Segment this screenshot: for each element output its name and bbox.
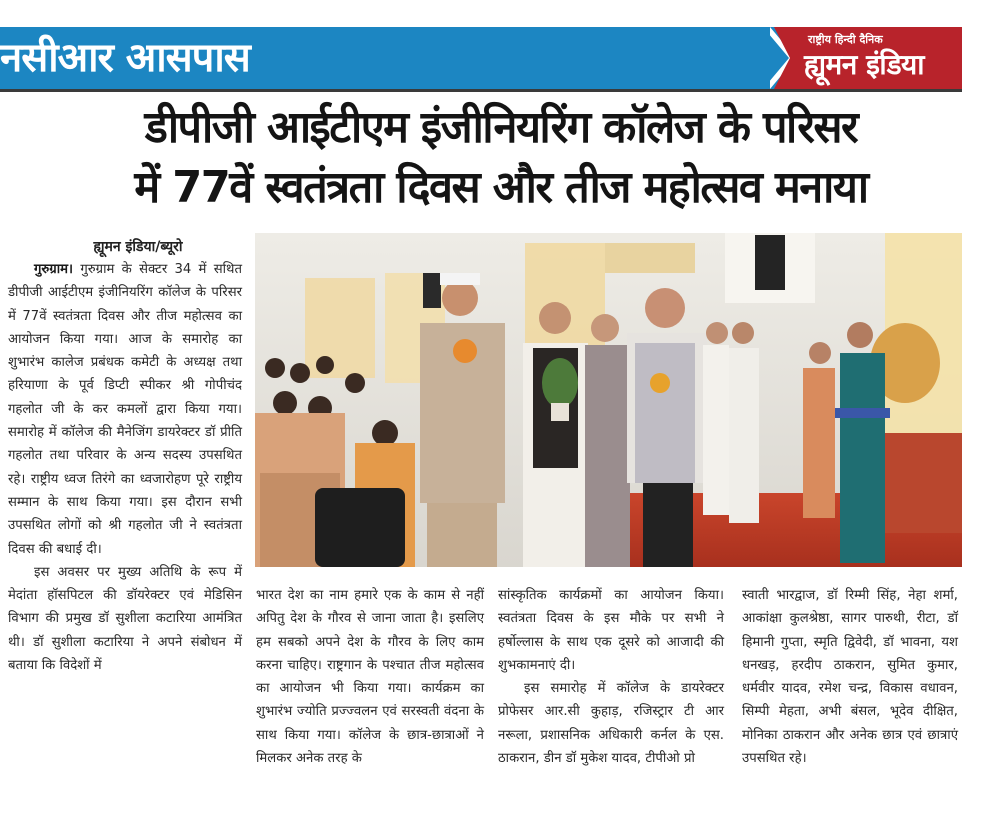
- logo-name: ह्यूमन इंडिया: [804, 48, 925, 81]
- dateline: गुरुग्राम।: [34, 262, 74, 277]
- paragraph-text: गुरुग्राम के सेक्टर 34 में सथित डीपीजी आईटीएम इंजीनियरिंग कॉलेज के परिसर में 77वें स्वतंत्रता दिवस और तीज महोत्सव का आयोजन किया गया। आज के समारोह का शुभारंभ कालेज प्रबंधक कमेटी के अध्यक्ष तथा हरियाणा के पूर्व डिप्टी स्पीकर श्री गोपीचंद गहलोत जी के कर कमलों द्वारा किया गया। समारोह में कॉलेज की मैनेजिंग डायरेक्टर डॉ प्रीति गहलोत तथा परिवार के अन्य सदस्य उपसथित रहे। राष्ट्रीय ध्वज तिरंगे का ध्वजारोहण पूरे राष्ट्रीय सम्मान के साथ किया गया। इस दौरान सभी उपसथित लोगों को श्री गहलोत जी ने स्वतंत्रता दिवस की बधाई दी।: [8, 262, 242, 557]
- byline: ह्यूमन इंडिया/ब्यूरो: [93, 239, 183, 255]
- headline-line-1: डीपीजी आईटीएम इंजीनियरिंग कॉलेज के परिसर: [144, 102, 858, 153]
- paragraph: सांस्कृतिक कार्यक्रमों का आयोजन किया। स्वतंत्रता दिवस के इस मौके पर सभी ने हर्षोल्लास के साथ एक दूसरे को आजादी की शुभकामनाएं दी।: [498, 588, 724, 673]
- paragraph: इस समारोह में कॉलेज के डायरेक्टर प्रोफेसर आर.सी कुहाड़, रजिस्ट्रार टी आर नरूला, प्रशासनिक अधिकारी कर्नल के एस. ठाकरान, डीन डॉ मुकेश यादव, टीपीओ प्रो: [498, 681, 724, 767]
- event-photo-illustration: [255, 233, 962, 567]
- paragraph: [8, 258, 242, 561]
- paragraph: स्वाती भारद्वाज, डॉ रिम्मी सिंह, नेहा शर्मा, आकांक्षा कुलश्रेष्ठा, सागर पारुथी, रीटा, डॉ हिमानी गुप्ता, स्मृति द्विवेदी, डॉ भावना, यश धनखड़, हरदीप ठाकरान, सुमित कुमार, धर्मवीर यादव, रमेश चन्द्र, विकास वधावन, सिम्पी मेहता, अभी बंसल, भूदेव दीक्षित, मोनिका ठाकरान और अनेक छात्र एवं छात्राएं उपसथित रहे।: [742, 588, 958, 767]
- paragraph: भारत देश का नाम हमारे एक के काम से नहीं अपितु देश के गौरव से जाना जाता है। इसलिए हम सबको अपने देश के गौरव के लिए काम करना चाहिए। राष्ट्रगान के पश्चात तीज महोत्सव का आयोजन भी किया गया। कार्यक्रम का शुभारंभ ज्योति प्रज्ज्वलन एवं सरस्वती वंदना के साथ किया गया। कॉलेज के छात्र-छात्राओं ने मिलकर अनेक तरह के: [256, 588, 484, 767]
- header-rule: [0, 89, 962, 92]
- article-column-4: [742, 584, 958, 770]
- headline-line-2: में 77वें स्वतंत्रता दिवस और तीज महोत्सव मनाया: [134, 162, 868, 213]
- article-column-1: [8, 258, 242, 677]
- article-column-3: [498, 584, 724, 770]
- logo-tagline: राष्ट्रीय हिन्दी दैनिक: [808, 33, 883, 46]
- section-title: नसीआर आसपास: [0, 35, 250, 81]
- event-photo: [255, 233, 962, 567]
- newspaper-logo: [790, 27, 962, 89]
- paragraph: इस अवसर पर मुख्य अतिथि के रूप में मेदांता हॉसपिटल की डॉयरेक्टर एवं मेडिसिन विभाग की प्रमुख डॉ सुशीला कटारिया आमंत्रित थी। डॉ सुशीला कटारिया ने अपने संबोधन में बताया कि विदेशों में: [8, 564, 242, 674]
- article-column-2: [256, 584, 484, 770]
